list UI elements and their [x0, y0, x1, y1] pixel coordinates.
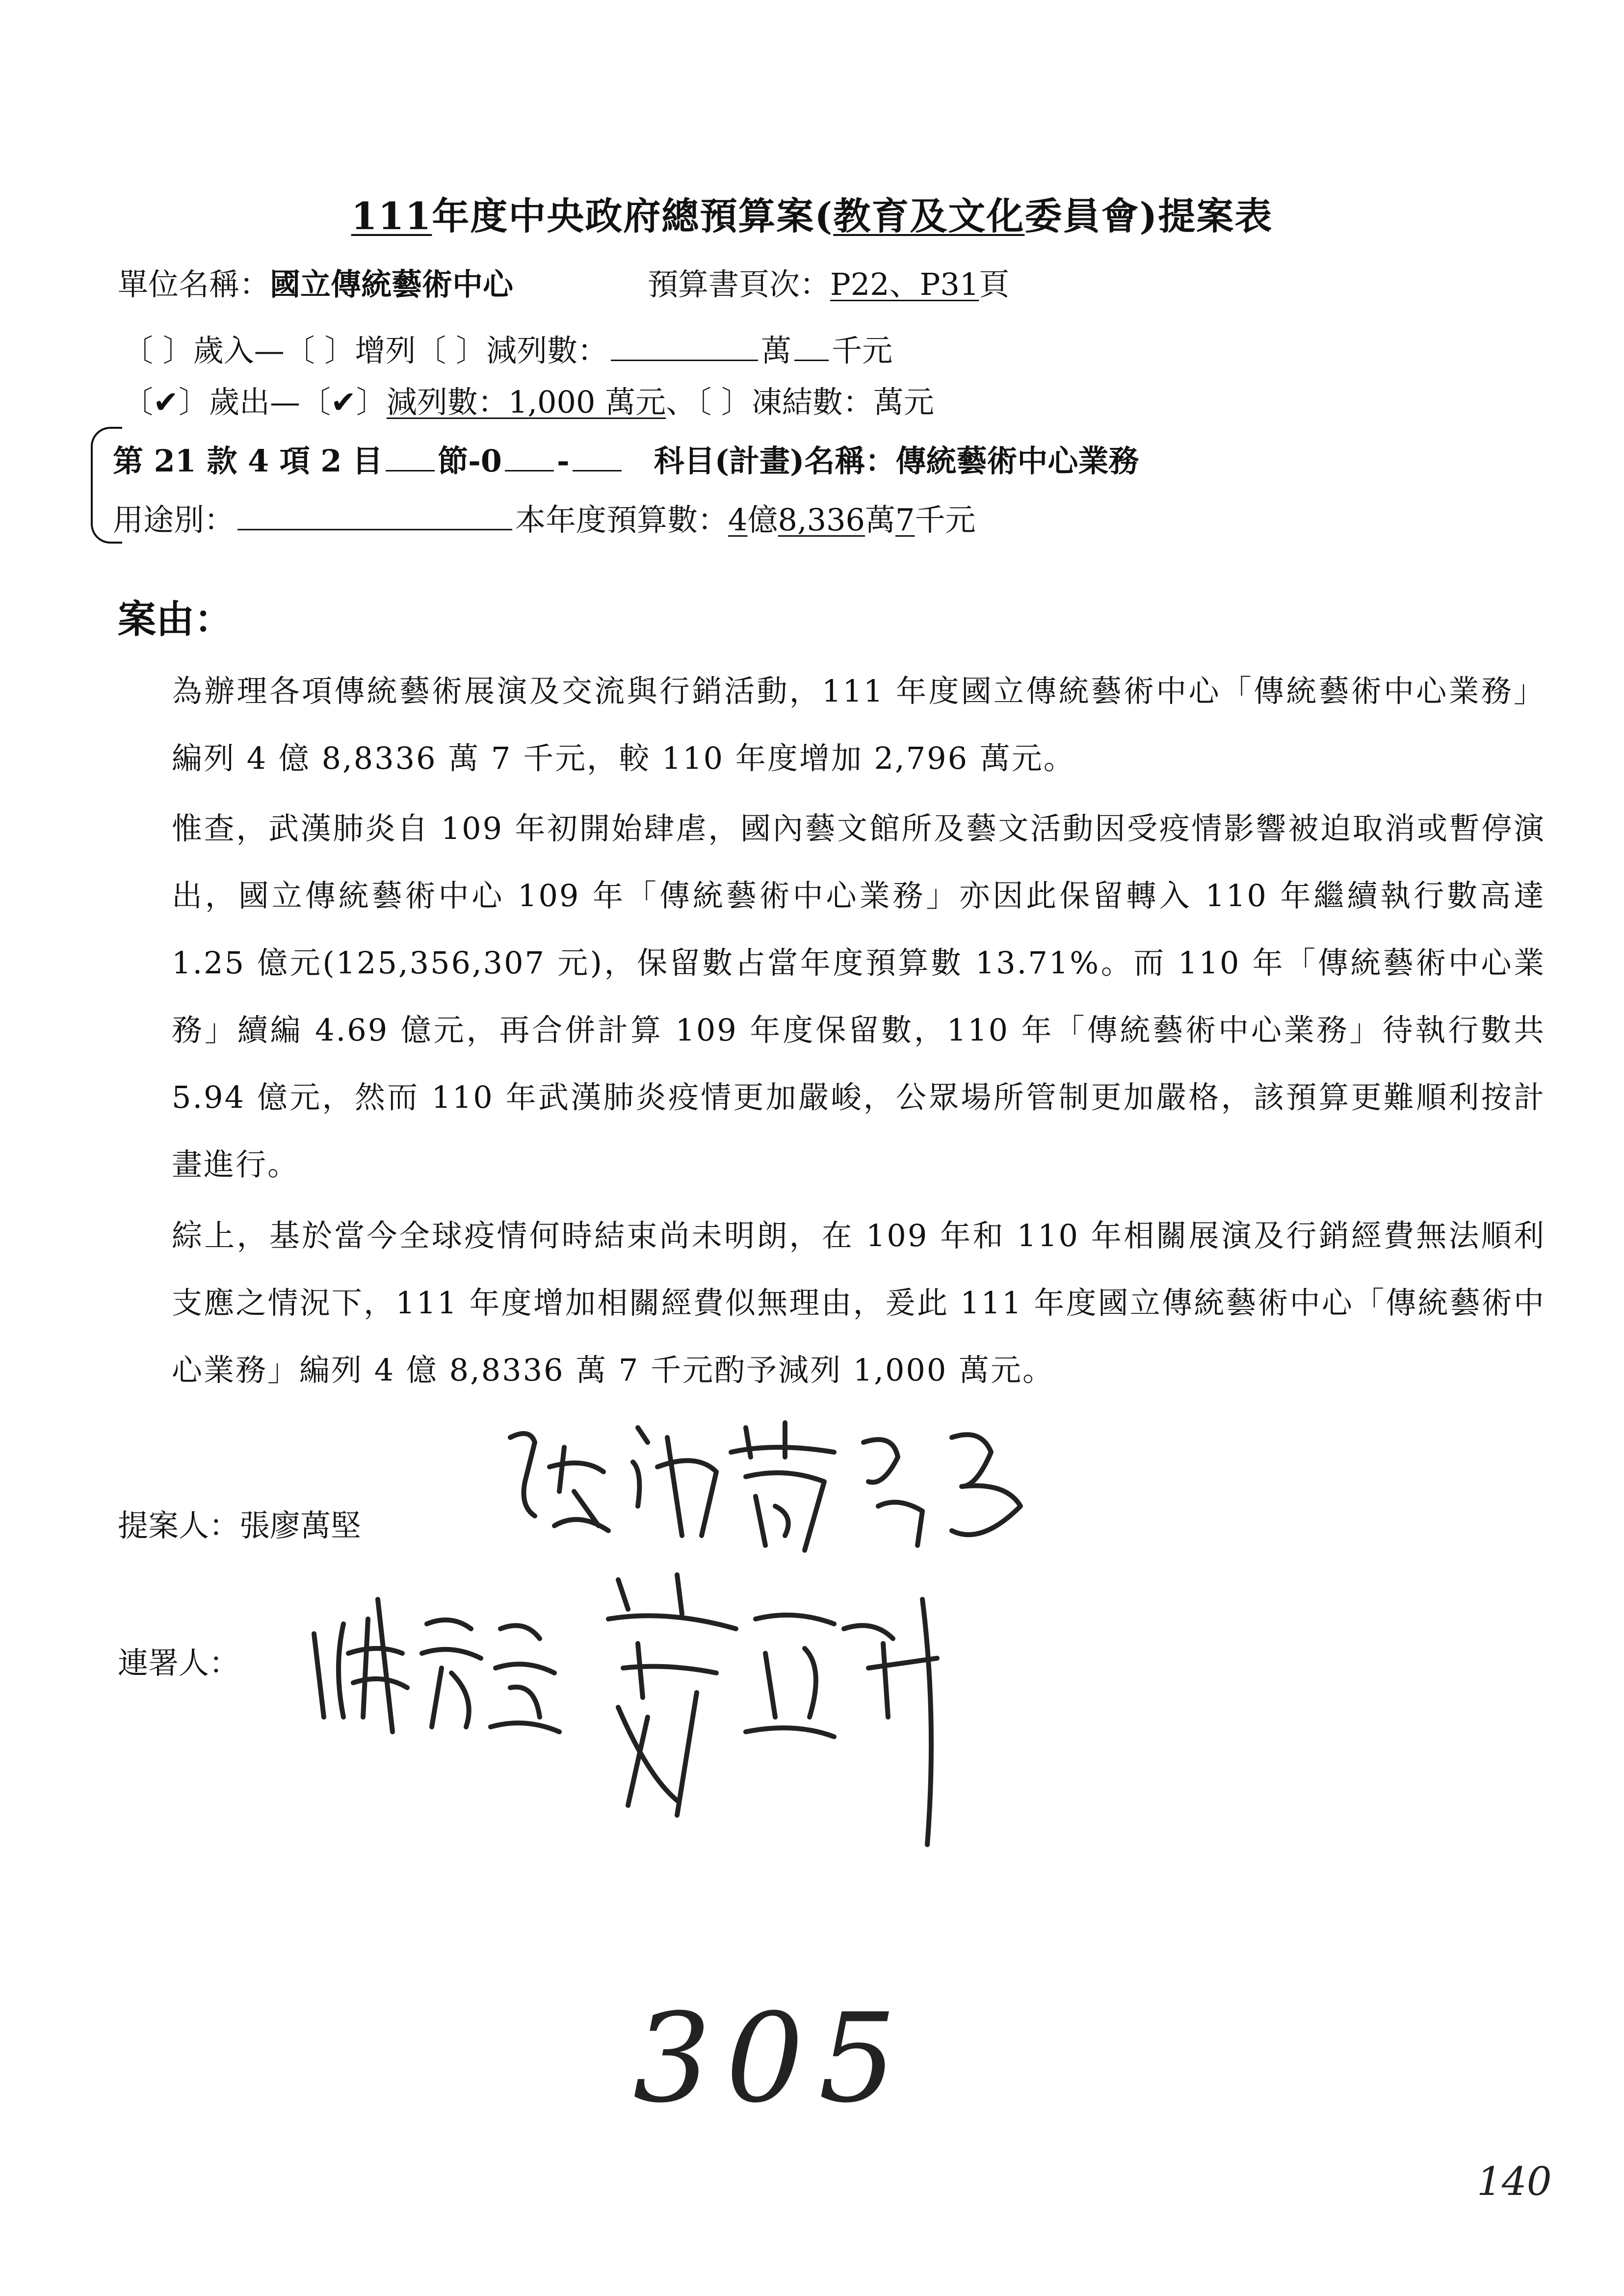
- budget-thousand: 千元: [915, 502, 976, 538]
- proposer-name: 張廖萬堅: [239, 1508, 362, 1543]
- page-ref-suffix: 頁: [979, 266, 1010, 302]
- unit-label: 單位名稱：: [118, 266, 270, 302]
- title-mid: 年度中央政府總預算案(: [432, 194, 834, 238]
- budget-yi: 億: [747, 502, 778, 538]
- budget-thousand-value: 7: [895, 502, 915, 538]
- cosigner-label: 連署人：: [118, 1645, 240, 1681]
- proposer-line: [118, 1501, 361, 1545]
- title-end: 委員會)提案表: [1024, 194, 1273, 238]
- revenue-blank-thousand: [794, 359, 829, 361]
- expense-line: [123, 378, 934, 421]
- budget-yi-value: 4: [728, 502, 748, 538]
- item-dash: -: [556, 443, 570, 479]
- cosigner-line: [118, 1639, 239, 1682]
- item-section: 節-0: [438, 443, 502, 479]
- budget-label: 本年度預算數：: [515, 502, 729, 538]
- revenue-text: 〔 〕歲入—〔 〕增列〔 〕減列數：: [123, 333, 608, 368]
- expense-reduce: 減列數：1,000 萬元: [386, 384, 666, 420]
- item-subject: 科目(計畫)名稱：傳統藝術中心業務: [654, 443, 1139, 479]
- item-line: [113, 437, 1139, 480]
- handwritten-page-number: 305: [633, 1987, 912, 2130]
- expense-checks: 〔✔〕歲出—〔✔〕: [123, 384, 387, 420]
- item-blank-3: [573, 470, 622, 471]
- usage-label: 用途別：: [113, 502, 235, 538]
- budget-wan: 萬: [865, 502, 896, 538]
- page-ref-value: P22、P31: [830, 266, 979, 302]
- reason-paragraph-3: 綜上，基於當今全球疫情何時結束尚未明朗，在 109 年和 110 年相關展演及行銷經費無法順利支應之情況下，111 年度增加相關經費似無理由，爰此 111 年度國立傳統藝術中心「傳統藝術中心業務」編列 4 億 8,8336 萬 7 千元酌予減列 1,000 萬元。: [172, 1218, 1545, 1388]
- page-ref-line: [648, 260, 1009, 304]
- proposer-signature: [491, 1408, 1055, 1570]
- usage-blank: [237, 528, 512, 530]
- revenue-line: [123, 326, 892, 370]
- revenue-blank-amount: [611, 359, 758, 361]
- revenue-thousand: 千元: [832, 333, 893, 368]
- cosigner-signatures: [304, 1570, 1030, 1864]
- document-title: [0, 186, 1624, 240]
- reason-heading: 案由：: [118, 597, 233, 642]
- item-blank-1: [386, 470, 435, 471]
- proposer-label: 提案人：: [118, 1508, 240, 1543]
- expense-freeze: 、〔 〕凍結數：萬元: [666, 384, 934, 420]
- usage-line: [113, 496, 975, 539]
- reason-paragraph-2: 惟查，武漢肺炎自 109 年初開始肆虐，國內藝文館所及藝文活動因受疫情影響被迫取消或暫停演出，國立傳統藝術中心 109 年「傳統藝術中心業務」亦因此保留轉入 110 年繼續執行數高達 1.25 億元(125,356,307 元)，保留數占當年度預算數 13.71%。而 110 年「傳統藝術中心業務」續編 4.69 億元，再合併計算 109 年度保留數，110 年「傳統藝術中心業務」待執行數共 5.94 億元，然而 110 年武漢肺炎疫情更加嚴峻，公眾場所管制更加嚴格，該預算更難順利按計畫進行。: [172, 810, 1545, 1182]
- item-code: 第 21 款 4 項 2 目: [113, 443, 383, 479]
- unit-line: [118, 260, 513, 304]
- budget-wan-value: 8,336: [778, 502, 865, 538]
- unit-name: 國立傳統藝術中心: [270, 266, 514, 302]
- page-ref-label: 預算書頁次：: [648, 266, 831, 302]
- corner-page-number: 140: [1477, 2159, 1552, 2204]
- item-blank-2: [505, 470, 554, 471]
- title-year: 111: [351, 194, 432, 238]
- title-committee: 教育及文化: [833, 194, 1025, 238]
- reason-paragraph-1: 為辦理各項傳統藝術展演及交流與行銷活動，111 年度國立傳統藝術中心「傳統藝術中心業務」編列 4 億 8,8336 萬 7 千元，較 110 年度增加 2,796 萬元。: [172, 673, 1545, 776]
- revenue-wan: 萬: [761, 333, 792, 368]
